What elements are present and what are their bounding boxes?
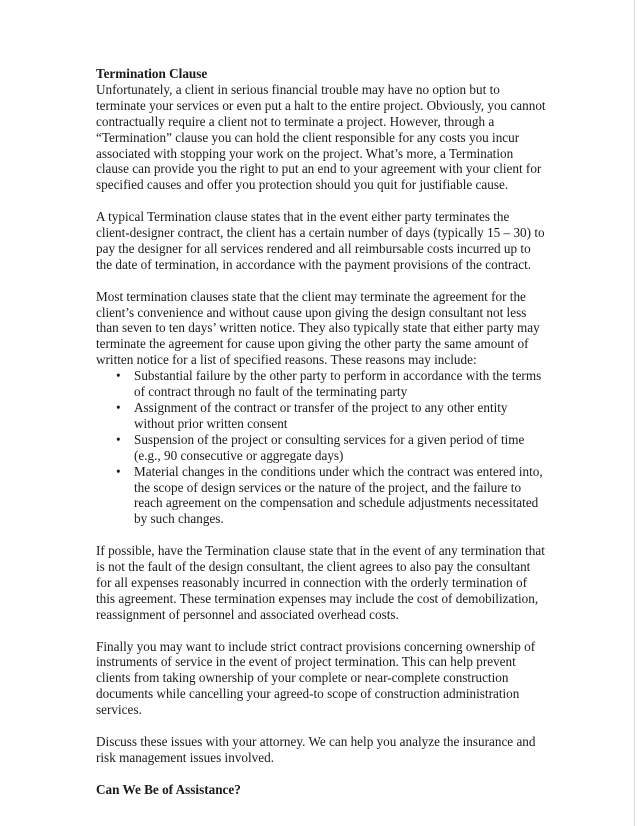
reasons-list <box>96 368 546 527</box>
reasons-intro-paragraph: Most termination clauses state that the client may terminate the agreement for the client’s convenience and without cause upon giving the design consultant not less than seven to ten days’ written notice. They also typically state that either party may terminate the agreement for cause upon giving the other party the same amount of written notice for a list of specified reasons. These reasons may include: <box>96 288 540 368</box>
list-item: • Suspension of the project or consulting services for a given period of time (e.g., 90 consecutive or aggregate days) <box>134 432 546 464</box>
closing-heading: Can We Be of Assistance? <box>96 781 241 797</box>
section-title: Termination Clause <box>96 66 208 81</box>
ownership-paragraph: Finally you may want to include strict contract provisions concerning ownership of instruments of service in the event of project termination. This can help prevent clients from taking ownership of your complete or near-complete construction documents while cancelling your agreed-to scope of construction administration services. <box>96 638 536 718</box>
document-page <box>96 66 546 798</box>
payment-paragraph: A typical Termination clause states that in the event either party terminates the client-designer contract, the client has a certain number of days (typically 15 – 30) to pay the designer for all services rendered and all reimbursable costs incurred up to the date of termination, in accordance with the payment provisions of the contract. <box>96 209 545 272</box>
list-item: • Assignment of the contract or transfer of the project to any other entity without prior written consent <box>134 400 546 432</box>
expenses-paragraph: If possible, have the Termination clause state that in the event of any termination that is not the fault of the design consultant, the client agrees to also pay the consultant for all expenses reasonably incurred in connection with the orderly termination of this agreement. These termination expenses may include the cost of demobilization, reassignment of personnel and associated overhead costs. <box>96 543 545 622</box>
list-item: • Substantial failure by the other party to perform in accordance with the terms of contract through no fault of the terminating party <box>134 368 546 400</box>
list-item: • Material changes in the conditions under which the contract was entered into, the scope of design services or the nature of the project, and the failure to reach agreement on the compensation and schedule adjustments necessitated by such changes. <box>134 464 546 528</box>
attorney-paragraph: Discuss these issues with your attorney. We can help you analyze the insurance and risk management issues involved. <box>96 733 536 765</box>
intro-paragraph: Unfortunately, a client in serious financial trouble may have no option but to terminate your services or even put a halt to the entire project. Obviously, you cannot contractually require a client not to terminate a project. However, through a “Termination” clause you can hold the client responsible for any costs you incur associated with stopping your work on the project. What’s more, a Termination clause can provide you the right to put an end to your agreement with your client for specified causes and offer you protection should you quit for justifiable cause. <box>96 81 546 193</box>
page-edge-line <box>634 0 635 826</box>
